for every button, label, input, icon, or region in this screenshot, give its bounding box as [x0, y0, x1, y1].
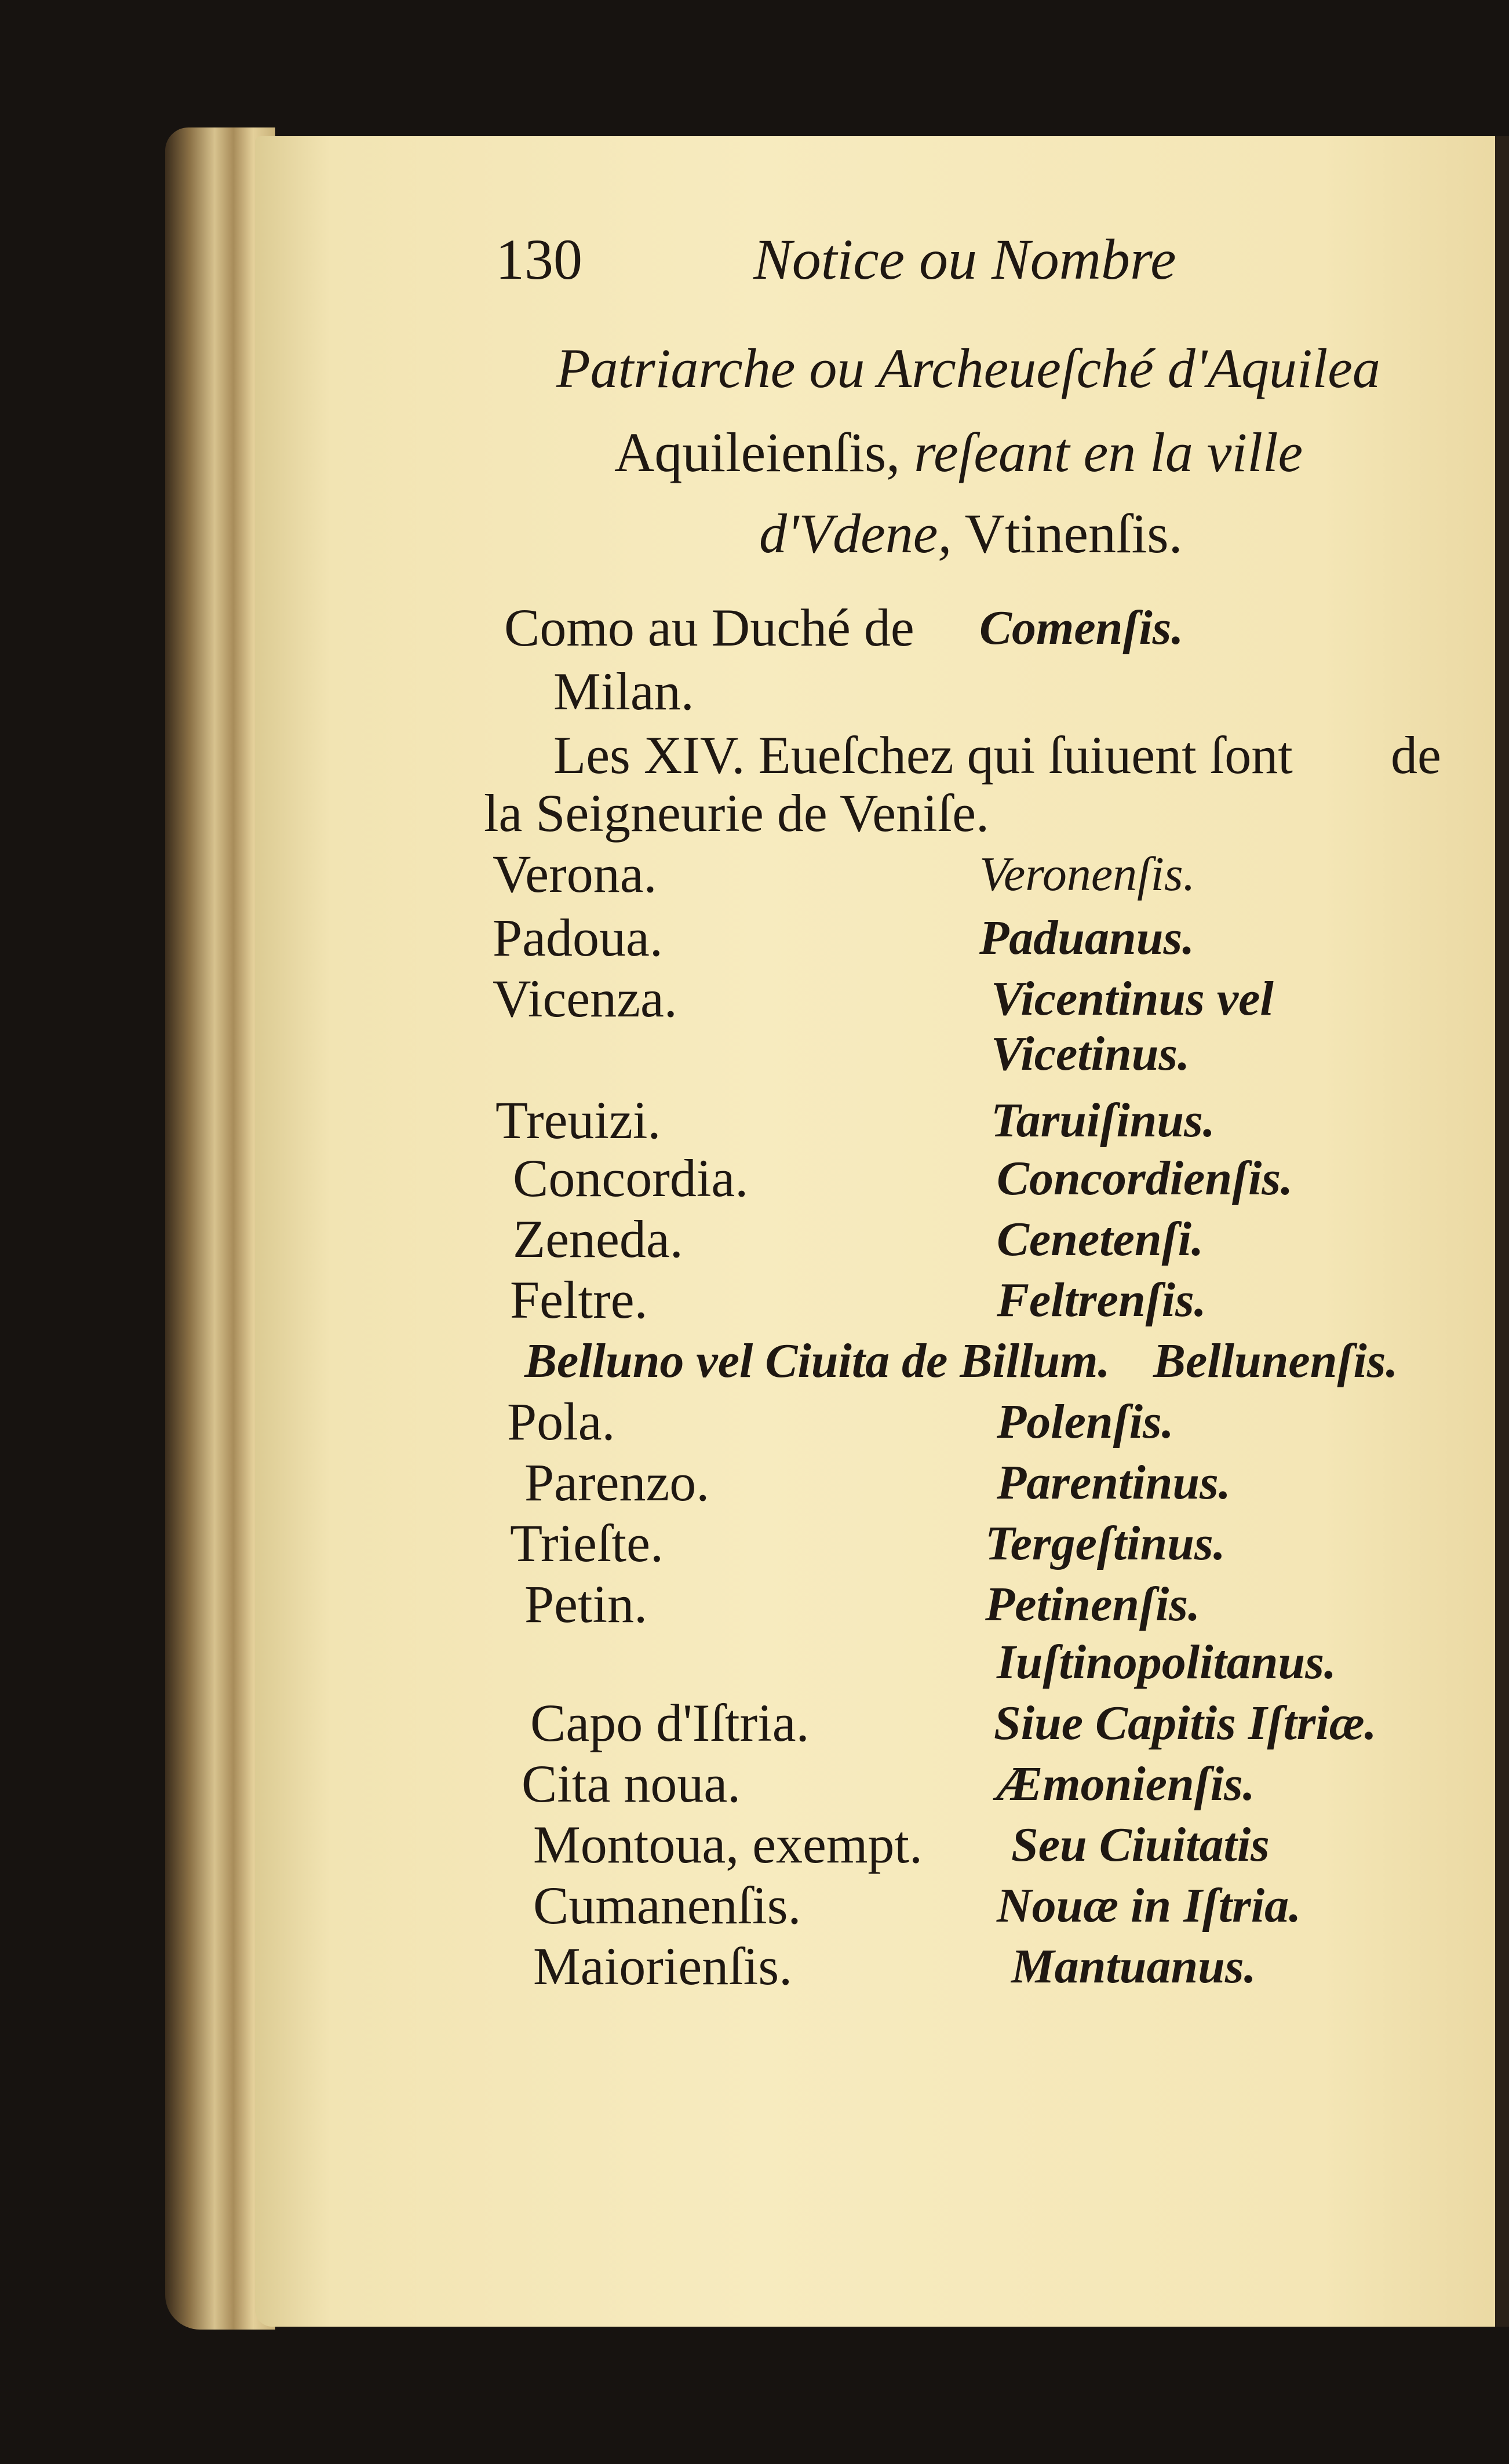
entry-roman: Cita noua. — [522, 1754, 741, 1813]
title-line-2-italic: reſeant en la ville — [900, 421, 1303, 483]
entry-latin: Concordienſis. — [997, 1151, 1293, 1205]
entry-roman: Parenzo. — [524, 1453, 710, 1512]
entry-roman: Capo d'Iſtria. — [530, 1693, 810, 1752]
entry-roman: Zeneda. — [513, 1209, 683, 1269]
entry-roman: Padoua. — [493, 908, 663, 967]
como-latin: Comenſis. — [979, 601, 1184, 655]
entry-latin: Taruiſinus. — [991, 1094, 1215, 1147]
entry-latin: Mantuanus. — [1011, 1940, 1256, 1993]
page-number: 130 — [495, 227, 582, 291]
entry-latin: Iuſtinopolitanus. — [997, 1635, 1336, 1689]
entry-latin: Polenſis. — [997, 1395, 1174, 1449]
seigneurie-line: la Seigneurie de Veniſe. — [484, 783, 990, 843]
entry-latin: Seu Ciuitatis — [1011, 1818, 1270, 1872]
facing-page-edge — [1495, 136, 1509, 2327]
entry-roman: Treuizi. — [495, 1091, 661, 1150]
title-line-2-roman: Aquileienſis, — [614, 421, 901, 483]
title-line-3 — [759, 501, 1183, 566]
entry-latin: Vicentinus vel — [991, 972, 1274, 1026]
entry-latin: Æmonienſis. — [997, 1757, 1255, 1811]
entry-roman: Verona. — [493, 844, 657, 903]
milan: Milan. — [553, 662, 694, 721]
entry-roman: Pola. — [507, 1392, 615, 1451]
entry-roman: Trieſte. — [510, 1514, 664, 1573]
entry-roman: Feltre. — [510, 1270, 648, 1329]
entry-latin: Tergeſtinus. — [985, 1517, 1226, 1570]
entry-roman: Montoua, exempt. — [533, 1815, 923, 1874]
les-line: Les XIV. Eueſchez qui ſuiuent ſont — [553, 726, 1293, 785]
entry-roman: Maiorienſis. — [533, 1937, 793, 1996]
entry-latin: Cenetenſi. — [997, 1212, 1204, 1266]
entry-latin: Petinenſis. — [985, 1577, 1200, 1631]
entry-roman: Concordia. — [513, 1149, 749, 1208]
belluno-roman: Belluno vel Ciuita de Billum. — [524, 1334, 1110, 1388]
entry-latin: Veronenſis. — [979, 847, 1195, 901]
entry-roman: Petin. — [524, 1574, 648, 1634]
entry-latin: Feltrenſis. — [997, 1273, 1207, 1327]
entry-latin: Siue Capitis Iſtriæ. — [994, 1696, 1377, 1750]
running-head: Notice ou Nombre — [753, 227, 1176, 291]
entry-latin: Nouæ in Iſtria. — [997, 1879, 1302, 1933]
les-line-end: de — [1391, 726, 1441, 785]
belluno-latin: Bellunenſis. — [1153, 1334, 1398, 1388]
como-roman: Como au Duché de — [504, 598, 914, 657]
entry-latin: Vicetinus. — [991, 1027, 1190, 1081]
title-line-3-roman: Vtinenſis. — [952, 502, 1183, 564]
entry-latin: Parentinus. — [997, 1456, 1231, 1510]
entry-latin: Paduanus. — [979, 911, 1195, 965]
entry-roman: Cumanenſis. — [533, 1876, 801, 1935]
title-line-2 — [614, 420, 1303, 484]
title-line-3-italic: d'Vdene, — [759, 502, 952, 564]
title-line-1: Patriarche ou Archeueſché d'Aquilea — [556, 337, 1380, 399]
entry-roman: Vicenza. — [493, 969, 677, 1028]
